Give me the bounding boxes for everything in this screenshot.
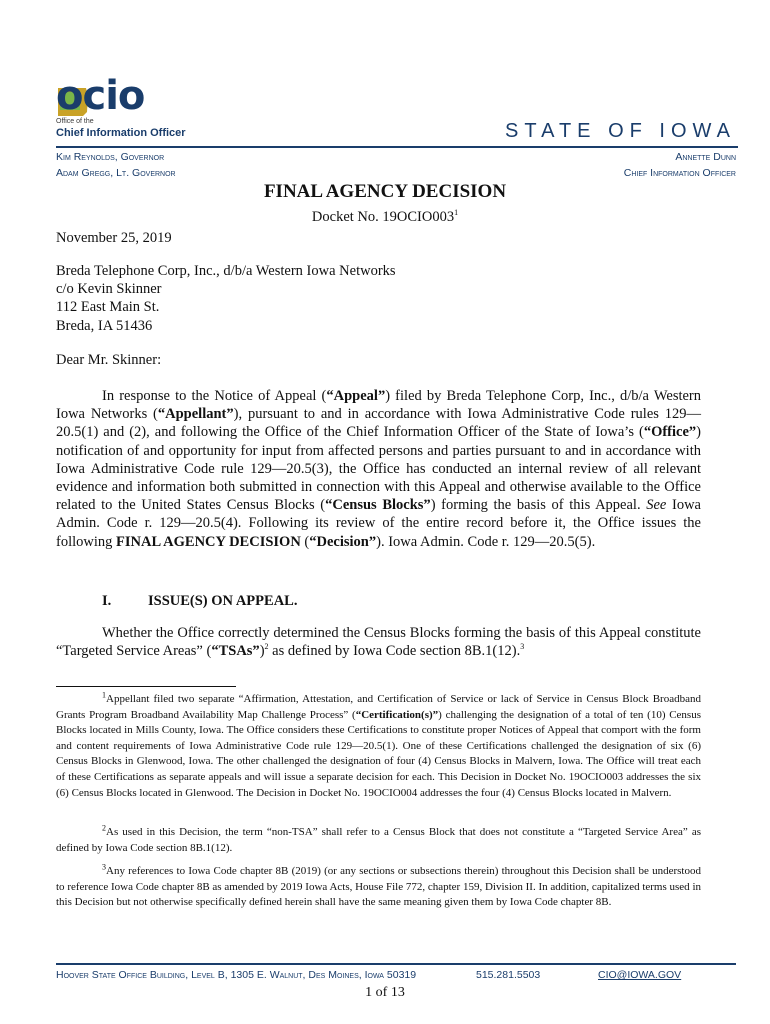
docket-number: Docket No. $19OCIO003^1$: [311, 208, 459, 225]
page-number: 1 of 13: [365, 985, 405, 1000]
logo-subtitle-small: Office of the: [56, 118, 94, 125]
footnote-1: $^1$Appellant filed two separate “Affirmation, Attestation, and Certification of Service or lack of Service in Census Block Broadband Grants Program Broadband Availability Map Challenge Process” (“Certification(s)”) challenging the designation of a total of ten (10) Census Blocks located in Mills County, Iowa. The Office considers these Certifications to constitute proper Notices of Appeal that comport with the form and content requirements of Iowa Administrative Code rule 129—20.5(1). One of these Certifications challenged the designation of six (6) Census Blocks in Glenwood, Iowa. The other challenged the designation of four (4) Census Blocks in Malvern, Iowa. The Office will treat each of these Certifications as separate appeals and will issue a separate decision for each. This Decision in Docket No. 19OCIO003 addresses the six (6) Census Blocks located in Glenwood. The Decision in Docket No. 19OCIO004 addresses the four (4) Census Blocks located in Malvern.: [56, 690, 701, 799]
address-line: Breda Telephone Corp, Inc., d/b/a Western Iowa Networks: [56, 263, 396, 279]
governor-name: Kim Reynolds, Governor: [56, 151, 165, 163]
footnote-ref-1: 1: [454, 208, 459, 218]
logo-subtitle: Chief Information Officer: [56, 127, 186, 139]
cio-title: Chief Information Officer: [623, 167, 736, 179]
address-line: Breda, IA 51436: [56, 317, 153, 334]
letter-date: November 25, 2019: [56, 230, 172, 246]
intro-paragraph: In response to the Notice of Appeal (“Appeal”) filed by Breda Telephone Corp, Inc., d/b/a Western Iowa Networks (“Appellant”), pursuant to and in accordance with Iowa Administrative Code rules 129—20.5(1) and (2), and following the Office of the Chief Information Officer of the State of Iowa’s (“Office”) notification of and opportunity for input from affected persons and parties pursuant to and in accordance with Iowa Administrative Code rule 129—20.5(3), the Office has conducted an internal review of all relevant evidence and information both submitted in connection with this Appeal and otherwise available to the Office related to the United States Census Blocks (“Census Blocks”) forming the basis of this Appeal. See Iowa Admin. Code r. 129—20.5(4). Following its review of the entire record before it, the Office issues the following FINAL AGENCY DECISION (“Decision”). Iowa Admin. Code r. 129—20.5(5).: [56, 388, 702, 550]
footnote-divider: [56, 686, 236, 687]
lt-governor-name: Adam Gregg, Lt. Governor: [56, 167, 176, 179]
footnote-2: $^2$As used in this Decision, the term “non-TSA” shall refer to a Census Block that does not constitute a “Targeted Service Area” as defined by Iowa Code section 8B.1(12).: [56, 823, 701, 854]
address-line: c/o Kevin Skinner: [56, 281, 162, 298]
footer-email-link[interactable]: CIO@IOWA.GOV: [598, 969, 682, 981]
cio-name: Annette Dunn: [675, 151, 736, 163]
footer-phone: 515.281.5503: [476, 969, 541, 981]
document-title: FINAL AGENCY DECISION: [263, 181, 507, 202]
section-number: I.: [102, 593, 112, 609]
footer-divider: [56, 963, 736, 965]
ocio-logo-wordmark: ocio: [56, 73, 145, 119]
section-heading: ISSUE(S) ON APPEAL.: [148, 593, 298, 609]
footnote-ref-2: 2: [264, 642, 269, 652]
header-divider: [56, 146, 738, 148]
state-of-iowa-heading: STATE OF IOWA: [505, 120, 736, 142]
issue-paragraph: Whether the Office correctly determined the Census Blocks forming the basis of this Appeal constitute “Targeted Service Areas” (“TSAs”)$^2$ as defined by Iowa Code section 8B.1(12).$^3$: [56, 625, 701, 660]
salutation: Dear Mr. Skinner:: [56, 352, 162, 368]
footer-address: Hoover State Office Building, Level B, 1305 E. Walnut, Des Moines, Iowa 50319: [56, 969, 417, 981]
footnote-3: $^3$Any references to Iowa Code chapter 8B (2019) (or any sections or subsections therein) throughout this Decision shall be understood to reference Iowa Code chapter 8B as amended by 2019 Iowa Acts, House File 772, chapter 159, Division II. In addition, capitalized terms used in this Decision but not otherwise specifically defined herein shall have the same meaning given them by Iowa Code chapter 8B.: [56, 862, 701, 909]
address-line: 112 East Main St.: [56, 299, 160, 316]
footnote-ref-3: 3: [520, 642, 525, 652]
recipient-address: [56, 262, 396, 335]
